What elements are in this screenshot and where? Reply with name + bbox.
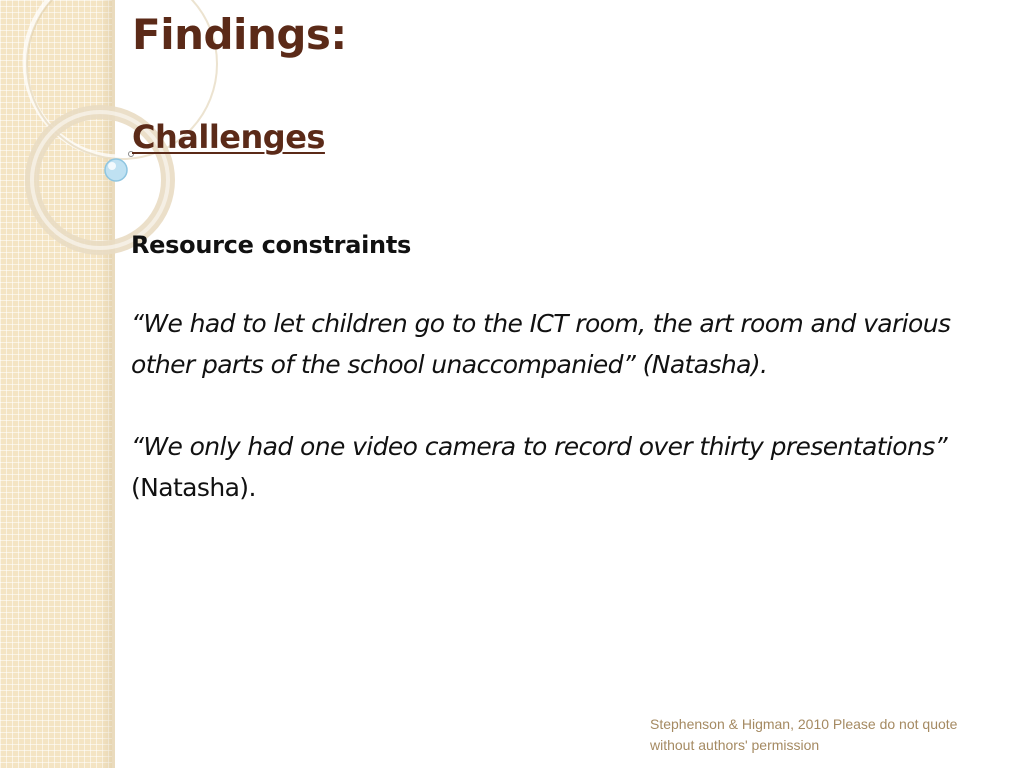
footer-note: Stephenson & Higman, 2010 Please do not quote without authors' permission bbox=[650, 716, 958, 753]
slide-body bbox=[131, 228, 951, 549]
quote-1-text: “We had to let children go to the ICT room, the art room and various other parts of the school unaccompanied” (Natasha). bbox=[131, 309, 951, 379]
section-heading: Resource constraints bbox=[131, 231, 411, 259]
quote-2-attribution: (Natasha). bbox=[131, 473, 256, 502]
quote-1 bbox=[131, 303, 951, 385]
slide-subtitle[interactable]: Challenges bbox=[132, 118, 325, 156]
bubble-icon bbox=[105, 159, 127, 181]
slide-title: Findings: bbox=[132, 10, 347, 59]
bubble-highlight bbox=[108, 162, 116, 170]
quote-2 bbox=[131, 426, 951, 508]
quote-2-text: “We only had one video camera to record over thirty presentations” bbox=[131, 432, 947, 461]
